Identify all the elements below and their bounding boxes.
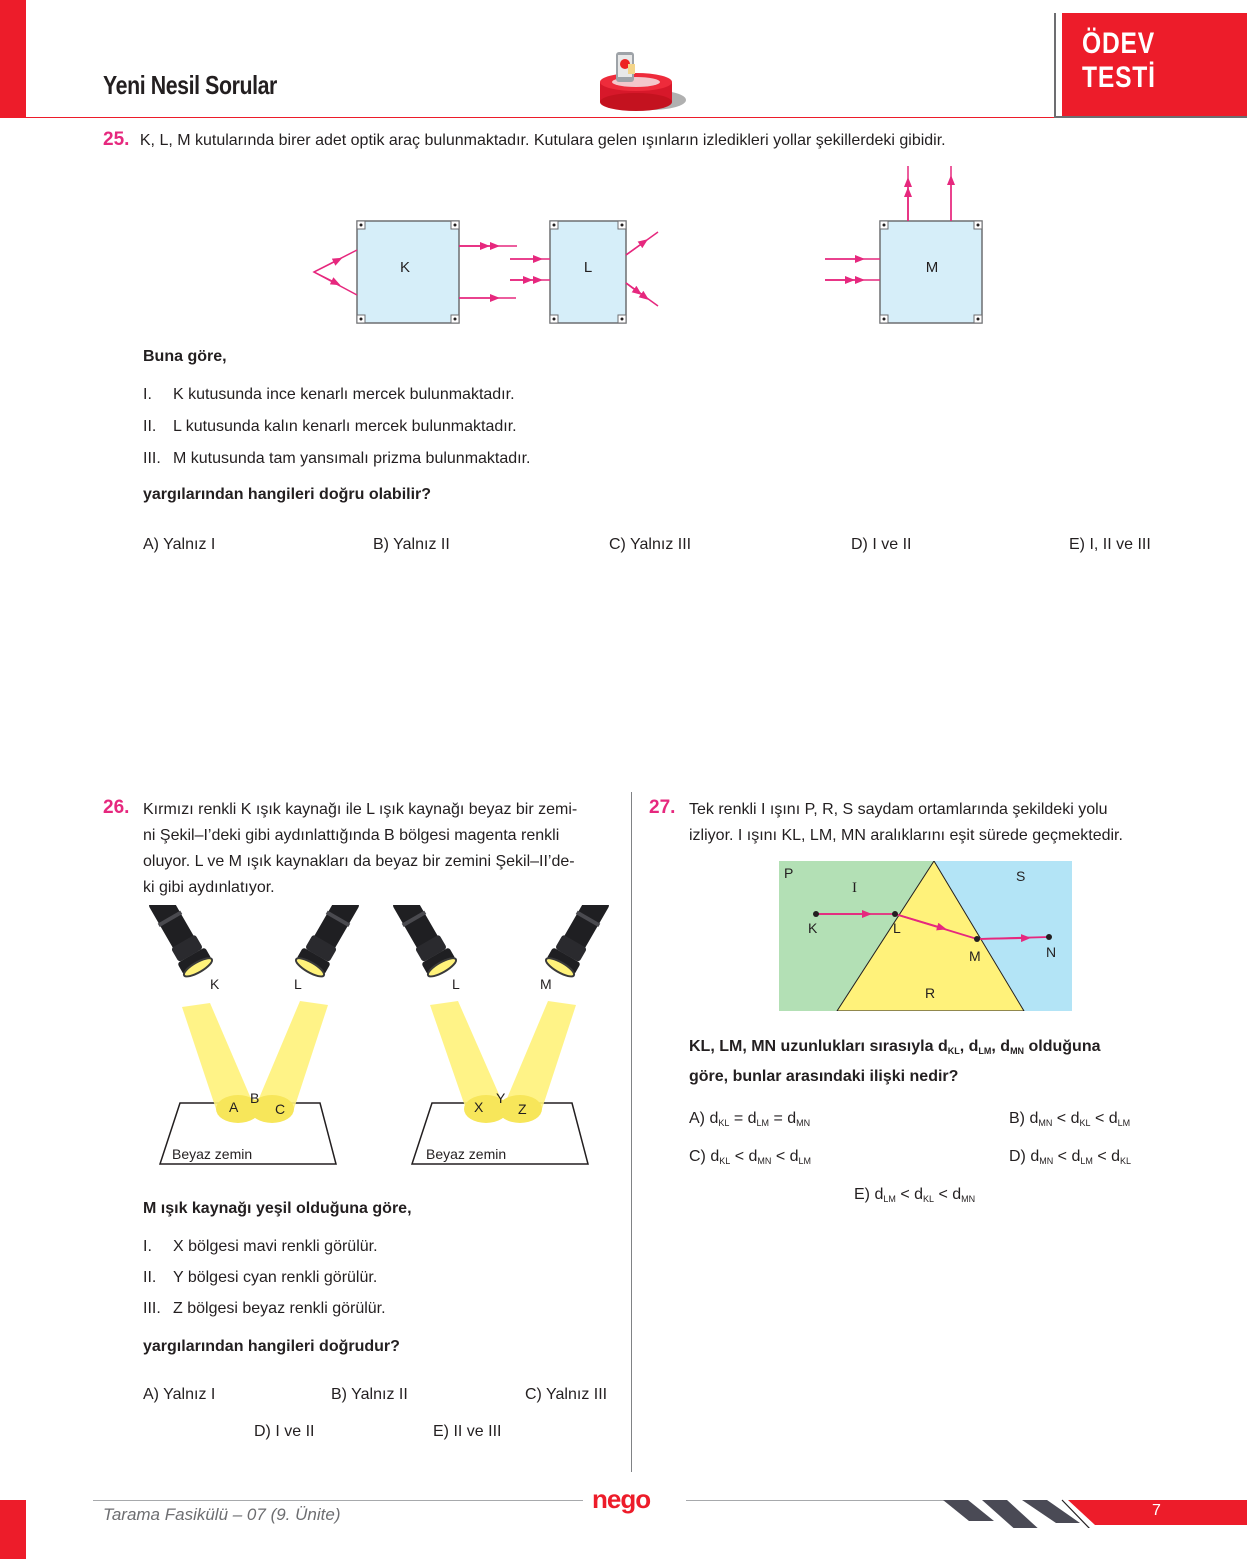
source-label-m: M <box>540 976 552 992</box>
q26-option-c[interactable]: C) Yalnız III <box>525 1386 608 1403</box>
q27-option-c[interactable] <box>689 1148 811 1166</box>
q27-question-line-2: göre, bunlar arasındaki ilişki nedir? <box>689 1068 959 1085</box>
relation-symbol: < <box>1092 1148 1112 1165</box>
q26-option-b[interactable]: B) Yalnız II <box>331 1386 408 1403</box>
label-m: M <box>969 948 981 964</box>
footer-text: Tarama Fasikülü – 07 (9. Ünite) <box>103 1505 341 1524</box>
option-letter: B) <box>1009 1110 1030 1127</box>
q25-lead: Buna göre, <box>143 348 227 365</box>
badge-separator <box>1054 13 1056 118</box>
distance-term: d <box>709 1110 719 1127</box>
roman-numeral: I. <box>143 386 152 403</box>
label-n: N <box>1046 944 1057 960</box>
q25-option-c[interactable]: C) Yalnız III <box>609 536 692 553</box>
section-title: Yeni Nesil Sorular <box>103 70 277 100</box>
q27-text-line-1: Tek renkli I ışını P, R, S saydam ortamlarında şekildeki yolu <box>689 801 1108 818</box>
distance-subscript: LM <box>883 1194 896 1204</box>
footer-rule-left <box>93 1500 583 1501</box>
relation-symbol: < <box>730 1148 749 1165</box>
distance-subscript: MN <box>796 1118 811 1128</box>
distance-subscript: MN <box>961 1194 976 1204</box>
option-letter: C) <box>689 1148 711 1165</box>
statement-text: L kutusunda kalın kenarlı mercek bulunmaktadır. <box>173 418 517 435</box>
q27-question-end: olduğuna <box>1028 1038 1101 1055</box>
q25-statement-3 <box>143 450 531 468</box>
relation-symbol: < <box>1053 1148 1072 1165</box>
badge-underline <box>1056 116 1247 118</box>
q25-option-b[interactable]: B) Yalnız II <box>373 536 450 553</box>
page-number: 7 <box>1152 1502 1161 1519</box>
q25-question: yargılarından hangileri doğru olabilir? <box>143 486 432 503</box>
q26-statement-3 <box>143 1300 386 1318</box>
q27-option-b[interactable] <box>1009 1110 1130 1128</box>
label-s: S <box>1016 868 1026 884</box>
question-number: 27. <box>649 797 676 818</box>
relation-symbol: = <box>769 1110 788 1127</box>
footer-rule-right <box>686 1500 944 1501</box>
distance-term: d <box>1108 1110 1118 1127</box>
statement-text: K kutusunda ince kenarlı mercek bulunmaktadır. <box>173 386 515 403</box>
q25-option-a[interactable]: A) Yalnız I <box>143 536 216 553</box>
nego-logo <box>590 1484 680 1514</box>
relation-symbol: < <box>934 1186 953 1203</box>
distance-subscript: MN <box>757 1156 772 1166</box>
relation-symbol: < <box>895 1186 915 1203</box>
q26-text-line-4: ki gibi aydınlatıyor. <box>143 879 275 896</box>
statement-text: X bölgesi mavi renkli görülür. <box>173 1238 378 1255</box>
q27-question <box>689 1034 1169 1090</box>
region-z: Z <box>518 1101 527 1117</box>
distance-term: d <box>789 1148 799 1165</box>
q26-option-e[interactable]: E) II ve III <box>433 1423 502 1440</box>
left-accent-bar <box>0 0 26 118</box>
option-letter: E) <box>854 1186 875 1203</box>
q27-option-e[interactable] <box>854 1186 975 1204</box>
distance-subscript: KL <box>1120 1156 1132 1166</box>
refraction-figure <box>779 861 1072 1011</box>
relation-symbol: < <box>771 1148 790 1165</box>
roman-numeral: II. <box>143 418 157 435</box>
distance-term: d <box>1070 1110 1080 1127</box>
option-letter: A) <box>689 1110 710 1127</box>
flashlight-k <box>144 905 214 980</box>
distance-subscript: KL <box>923 1194 935 1204</box>
figure-2 <box>388 905 614 1164</box>
region-x: X <box>474 1099 484 1115</box>
label-l: L <box>893 920 901 936</box>
sub-kl: KL <box>947 1046 960 1056</box>
distance-subscript: LM <box>798 1156 812 1166</box>
question-25 <box>103 128 1203 154</box>
distance-term: d <box>748 1148 758 1165</box>
relation-symbol: < <box>1090 1110 1109 1127</box>
header-rule <box>26 117 1056 118</box>
flashlight-m <box>544 905 614 980</box>
floor-label-2: Beyaz zemin <box>426 1146 507 1162</box>
q26-text-line-3: oluyor. L ve M ışık kaynakları da beyaz bir zemini Şekil–II’de- <box>143 853 575 870</box>
badge-line-2: TESTİ <box>1082 61 1156 94</box>
region-c: C <box>275 1101 286 1117</box>
column-divider <box>631 792 632 1472</box>
distance-subscript: LM <box>1117 1118 1131 1128</box>
relation-symbol: = <box>729 1110 748 1127</box>
label-r: R <box>925 985 936 1001</box>
label-ray-i: I <box>852 880 857 896</box>
box-k-label: K <box>399 259 411 276</box>
q25-option-e[interactable]: E) I, II ve III <box>1069 536 1151 553</box>
box-l-label: L <box>583 259 593 276</box>
figure-1 <box>144 905 364 1164</box>
distance-subscript: KL <box>718 1118 730 1128</box>
sub-lm: LM <box>978 1046 992 1056</box>
q27-question-text: KL, LM, MN uzunlukları sırasıyla d <box>689 1038 948 1055</box>
question-number: 25. <box>103 129 130 150</box>
relation-symbol: < <box>1052 1110 1071 1127</box>
distance-term: d <box>710 1148 720 1165</box>
distance-subscript: MN <box>1038 1118 1053 1128</box>
box-l <box>510 221 658 323</box>
svg-text:nego: nego <box>592 1484 651 1514</box>
distance-term: d <box>1029 1110 1039 1127</box>
region-a: A <box>229 1099 239 1115</box>
flashlight-l <box>294 905 364 980</box>
distance-term: d <box>952 1186 962 1203</box>
distance-term: d <box>1071 1148 1081 1165</box>
q25-option-d[interactable]: D) I ve II <box>851 536 912 553</box>
floor-label-1: Beyaz zemin <box>172 1146 253 1162</box>
box-m-label: M <box>925 259 939 276</box>
distance-subscript: LM <box>1080 1156 1093 1166</box>
distance-term: d <box>787 1110 797 1127</box>
badge-text <box>1082 27 1156 95</box>
distance-subscript: MN <box>1039 1156 1054 1166</box>
label-k: K <box>808 920 818 936</box>
label-p: P <box>784 865 794 881</box>
phone-on-podium-icon <box>598 50 688 112</box>
region-b: B <box>250 1090 260 1106</box>
badge-line-1: ÖDEV <box>1082 27 1156 60</box>
distance-term: d <box>747 1110 757 1127</box>
source-label-l-2: L <box>452 976 460 992</box>
statement-text: Z bölgesi beyaz renkli görülür. <box>173 1300 386 1317</box>
distance-term: d <box>874 1186 884 1203</box>
question-26 <box>103 797 623 901</box>
roman-numeral: III. <box>143 1300 161 1317</box>
q26-option-d[interactable]: D) I ve II <box>254 1423 315 1440</box>
q26-option-a[interactable]: A) Yalnız I <box>143 1386 216 1403</box>
footer-accent-bar <box>0 1500 26 1559</box>
flashlight-l-2 <box>388 905 458 980</box>
distance-subscript: KL <box>1079 1118 1091 1128</box>
q26-text-line-2: ni Şekil–I’deki gibi aydınlattığında B bölgesi magenta renkli <box>143 827 560 844</box>
statement-text: Y bölgesi cyan renkli görülür. <box>173 1269 378 1286</box>
source-label-l: L <box>294 976 302 992</box>
statement-text: M kutusunda tam yansımalı prizma bulunmaktadır. <box>173 450 531 467</box>
question-text: K, L, M kutularında birer adet optik araç bulunmaktadır. Kutulara gelen ışınların izledikleri yollar şekillerdeki gibidir. <box>139 132 946 149</box>
question-number: 26. <box>103 797 130 818</box>
distance-term: d <box>1111 1148 1121 1165</box>
q26-statement-2 <box>143 1269 377 1287</box>
sub-mn: MN <box>1010 1046 1025 1056</box>
distance-subscript: LM <box>756 1118 770 1128</box>
roman-numeral: I. <box>143 1238 152 1255</box>
footer-stripes <box>940 1498 1247 1528</box>
box-m <box>825 166 982 323</box>
optical-boxes-figure <box>300 160 1000 340</box>
q25-statement-2 <box>143 418 517 436</box>
q26-text-line-1: Kırmızı renkli K ışık kaynağı ile L ışık kaynağı beyaz bir zemi- <box>143 801 578 818</box>
question-27 <box>649 797 1189 849</box>
q27-option-a[interactable] <box>689 1110 810 1128</box>
source-label-k: K <box>210 976 220 992</box>
region-y: Y <box>496 1090 506 1106</box>
flashlight-figures <box>130 905 630 1175</box>
distance-term: d <box>914 1186 924 1203</box>
q27-text-line-2: izliyor. I ışını KL, LM, MN aralıklarını eşit sürede geçmektedir. <box>689 827 1123 844</box>
q26-lead: M ışık kaynağı yeşil olduğuna göre, <box>143 1200 412 1217</box>
distance-term: d <box>1030 1148 1040 1165</box>
option-letter: D) <box>1009 1148 1031 1165</box>
distance-subscript: KL <box>719 1156 731 1166</box>
roman-numeral: II. <box>143 1269 157 1286</box>
q26-question: yargılarından hangileri doğrudur? <box>143 1338 400 1355</box>
q27-option-d[interactable] <box>1009 1148 1131 1166</box>
q27-question-line-1: KL, LM, MN uzunlukları sırasıyla $d_{KL}$, $d_{LM}$, $d_{MN}$ olduğuna <box>689 1038 1101 1056</box>
roman-numeral: III. <box>143 450 161 467</box>
box-k <box>314 221 517 323</box>
q25-statement-1 <box>143 386 515 404</box>
q26-statement-1 <box>143 1238 378 1256</box>
